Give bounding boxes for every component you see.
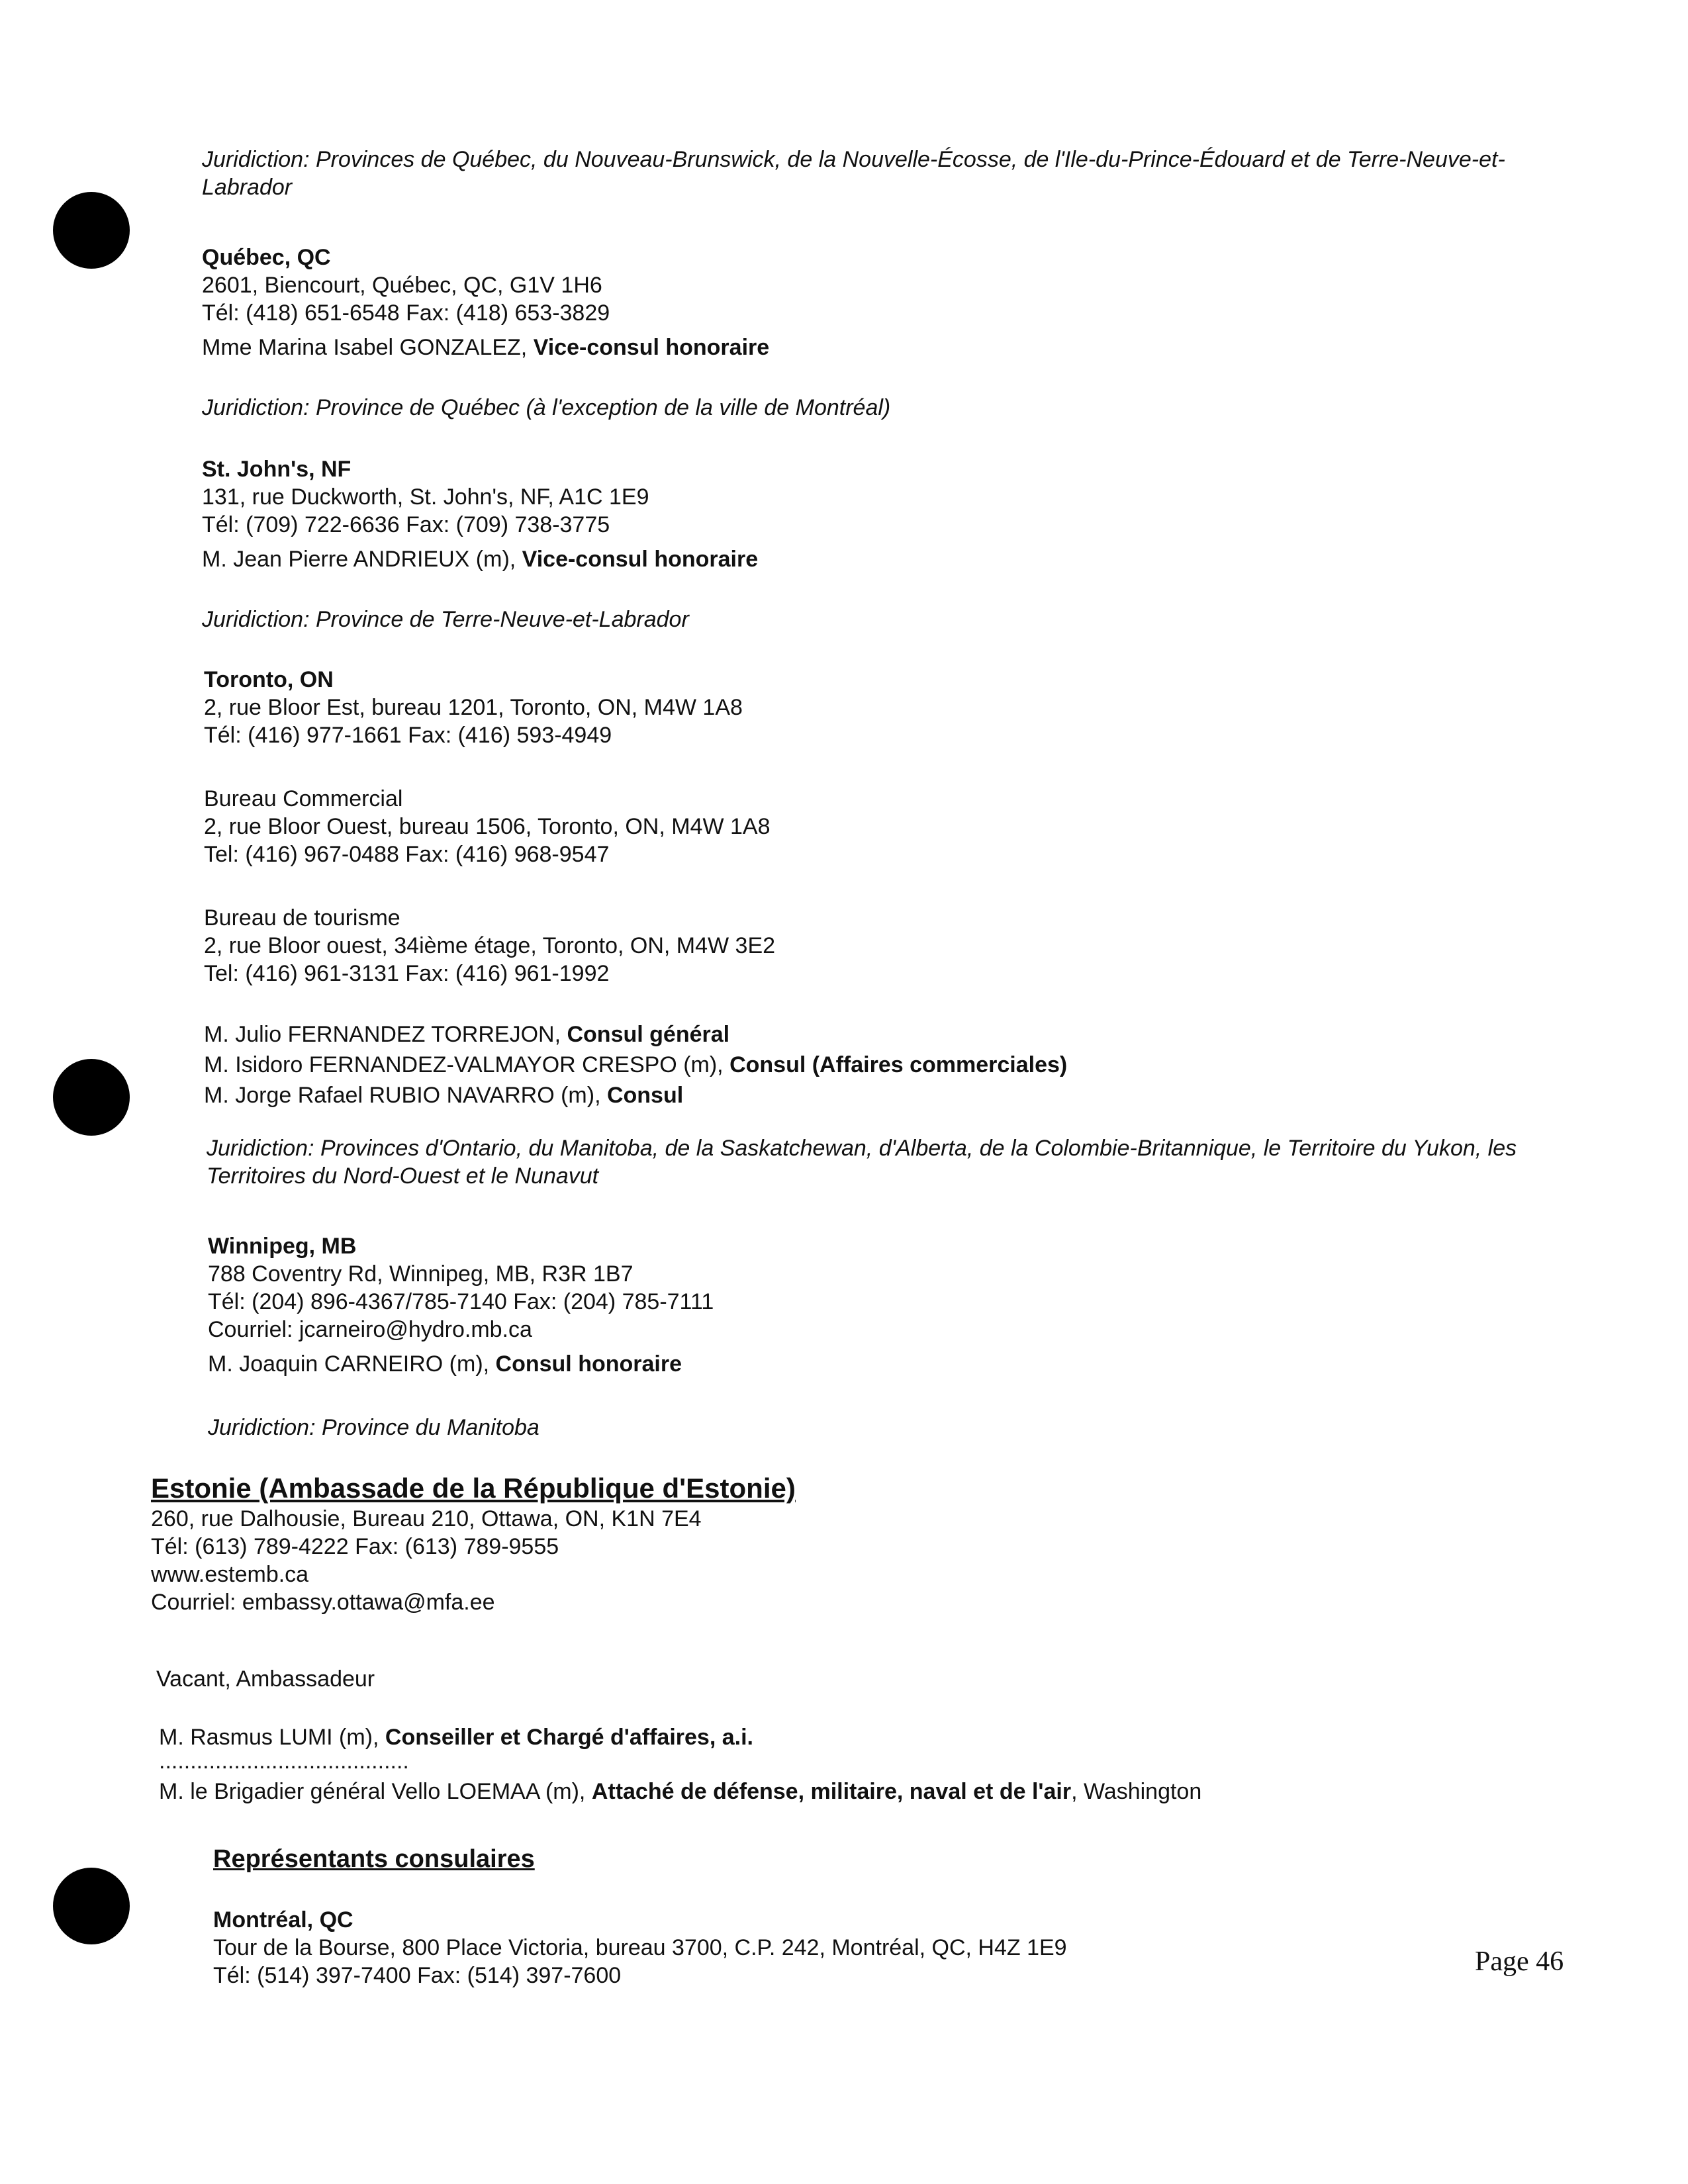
address: 788 Coventry Rd, Winnipeg, MB, R3R 1B7 [208, 1261, 633, 1287]
person-title: Consul honoraire [495, 1351, 682, 1377]
email: Courriel: jcarneiro@hydro.mb.ca [208, 1317, 532, 1342]
email: Courriel: embassy.ottawa@mfa.ee [151, 1590, 495, 1615]
person-title: Consul général [567, 1022, 730, 1047]
person-title: Consul [606, 1083, 684, 1108]
jurisdiction-top [202, 146, 1532, 201]
jurisdiction-text: Juridiction: Province du Manitoba [208, 1415, 539, 1440]
city-heading: Winnipeg, MB [208, 1234, 357, 1259]
person [202, 545, 758, 573]
person [159, 1778, 1201, 1805]
jurisdiction-winnipeg [208, 1414, 539, 1441]
estonia-staff [159, 1723, 1201, 1805]
address: 131, rue Duckworth, St. John's, NF, A1C 1E9 [202, 484, 649, 510]
address: 260, rue Dalhousie, Bureau 210, Ottawa, ON, K1N 7E4 [151, 1506, 702, 1531]
city-heading: Toronto, ON [204, 667, 334, 692]
person-name: M. Joaquin CARNEIRO (m), [208, 1351, 496, 1377]
consulate-toronto [204, 666, 743, 749]
address: 2, rue Bloor Ouest, bureau 1506, Toronto, ON, M4W 1A8 [204, 814, 771, 839]
section-heading: Représentants consulaires [213, 1845, 535, 1873]
consulate-st-johns [202, 455, 758, 573]
person-name: M. Jorge Rafael RUBIO NAVARRO (m), [204, 1083, 607, 1108]
punch-hole-bottom [53, 1868, 130, 1944]
jurisdiction-text: Juridiction: Provinces de Québec, du Nouveau-Brunswick, de la Nouvelle-Écosse, de l'Ile-du-Prince-Édouard et de Terre-Neuve-et-Labrador [202, 147, 1505, 200]
person-title: Vice-consul honoraire [533, 335, 770, 360]
phone-fax: Tél: (709) 722-6636 Fax: (709) 738-3775 [202, 512, 610, 537]
city-heading: Montréal, QC [213, 1907, 353, 1933]
person-name: M. Rasmus LUMI (m), [159, 1725, 385, 1750]
phone-fax: Tél: (613) 789-4222 Fax: (613) 789-9555 [151, 1534, 559, 1559]
dotted-separator: ........................................ [159, 1749, 409, 1774]
website: www.estemb.ca [151, 1562, 309, 1587]
punch-hole-middle [53, 1059, 130, 1136]
person [208, 1350, 714, 1378]
person-title: Attaché de défense, militaire, naval et de l'air [591, 1779, 1072, 1804]
page-number: Page 46 [1475, 1946, 1564, 1977]
city-heading: Québec, QC [202, 245, 331, 270]
consulate-winnipeg [208, 1232, 714, 1378]
phone-fax: Tél: (418) 651-6548 Fax: (418) 653-3829 [202, 300, 610, 326]
address: Tour de la Bourse, 800 Place Victoria, bureau 3700, C.P. 242, Montréal, QC, H4Z 1E9 [213, 1935, 1067, 1960]
jurisdiction-toronto [207, 1134, 1537, 1190]
person [204, 1081, 1067, 1109]
jurisdiction-text: Juridiction: Province de Québec (à l'exception de la ville de Montréal) [202, 395, 891, 420]
phone-fax: Tel: (416) 961-3131 Fax: (416) 961-1992 [204, 961, 610, 986]
jurisdiction-quebec [202, 394, 890, 422]
address: 2, rue Bloor Est, bureau 1201, Toronto, ON, M4W 1A8 [204, 695, 743, 720]
punch-hole-top [53, 192, 130, 269]
ambassador: Vacant, Ambassadeur [156, 1666, 375, 1692]
person [202, 334, 769, 361]
person-name: M. le Brigadier général Vello LOEMAA (m), [159, 1779, 592, 1804]
person-title: Conseiller et Chargé d'affaires, a.i. [385, 1725, 753, 1750]
toronto-commercial-office [204, 785, 771, 868]
person-location: , Washington [1071, 1779, 1202, 1804]
jurisdiction-text: Juridiction: Provinces d'Ontario, du Manitoba, de la Saskatchewan, d'Alberta, de la Colombie-Britannique, le Territoire du Yukon, les Territoires du Nord-Ouest et le Nunavut [207, 1136, 1517, 1189]
phone-fax: Tél: (514) 397-7400 Fax: (514) 397-7600 [213, 1963, 622, 1988]
city-heading: St. John's, NF [202, 457, 352, 482]
address: 2601, Biencourt, Québec, QC, G1V 1H6 [202, 273, 602, 298]
person-title: Consul (Affaires commerciales) [729, 1052, 1068, 1077]
country-heading: Estonie (Ambassade de la République d'Estonie) [151, 1473, 796, 1504]
person-name: M. Jean Pierre ANDRIEUX (m), [202, 547, 522, 572]
phone-fax: Tél: (416) 977-1661 Fax: (416) 593-4949 [204, 723, 612, 748]
person-name: Mme Marina Isabel GONZALEZ, [202, 335, 534, 360]
toronto-staff [204, 1021, 1067, 1109]
jurisdiction-text: Juridiction: Province de Terre-Neuve-et-Labrador [202, 607, 689, 632]
toronto-tourism-office [204, 904, 775, 987]
person [159, 1723, 1201, 1751]
estonia-consular [213, 1844, 1067, 1989]
person-title: Vice-consul honoraire [522, 547, 759, 572]
consulate-quebec [202, 244, 769, 361]
estonia-ambassador [156, 1665, 375, 1693]
person-name: M. Julio FERNANDEZ TORREJON, [204, 1022, 567, 1047]
phone-fax: Tel: (416) 967-0488 Fax: (416) 968-9547 [204, 842, 610, 867]
person-name: M. Isidoro FERNANDEZ-VALMAYOR CRESPO (m), [204, 1052, 730, 1077]
person [204, 1021, 1067, 1048]
phone-fax: Tél: (204) 896-4367/785-7140 Fax: (204) 785-7111 [208, 1289, 714, 1314]
embassy-estonia [151, 1472, 796, 1616]
office-label: Bureau Commercial [204, 786, 403, 811]
address: 2, rue Bloor ouest, 34ième étage, Toronto, ON, M4W 3E2 [204, 933, 776, 958]
office-label: Bureau de tourisme [204, 905, 400, 931]
jurisdiction-st-johns [202, 606, 689, 633]
person [204, 1051, 1067, 1079]
